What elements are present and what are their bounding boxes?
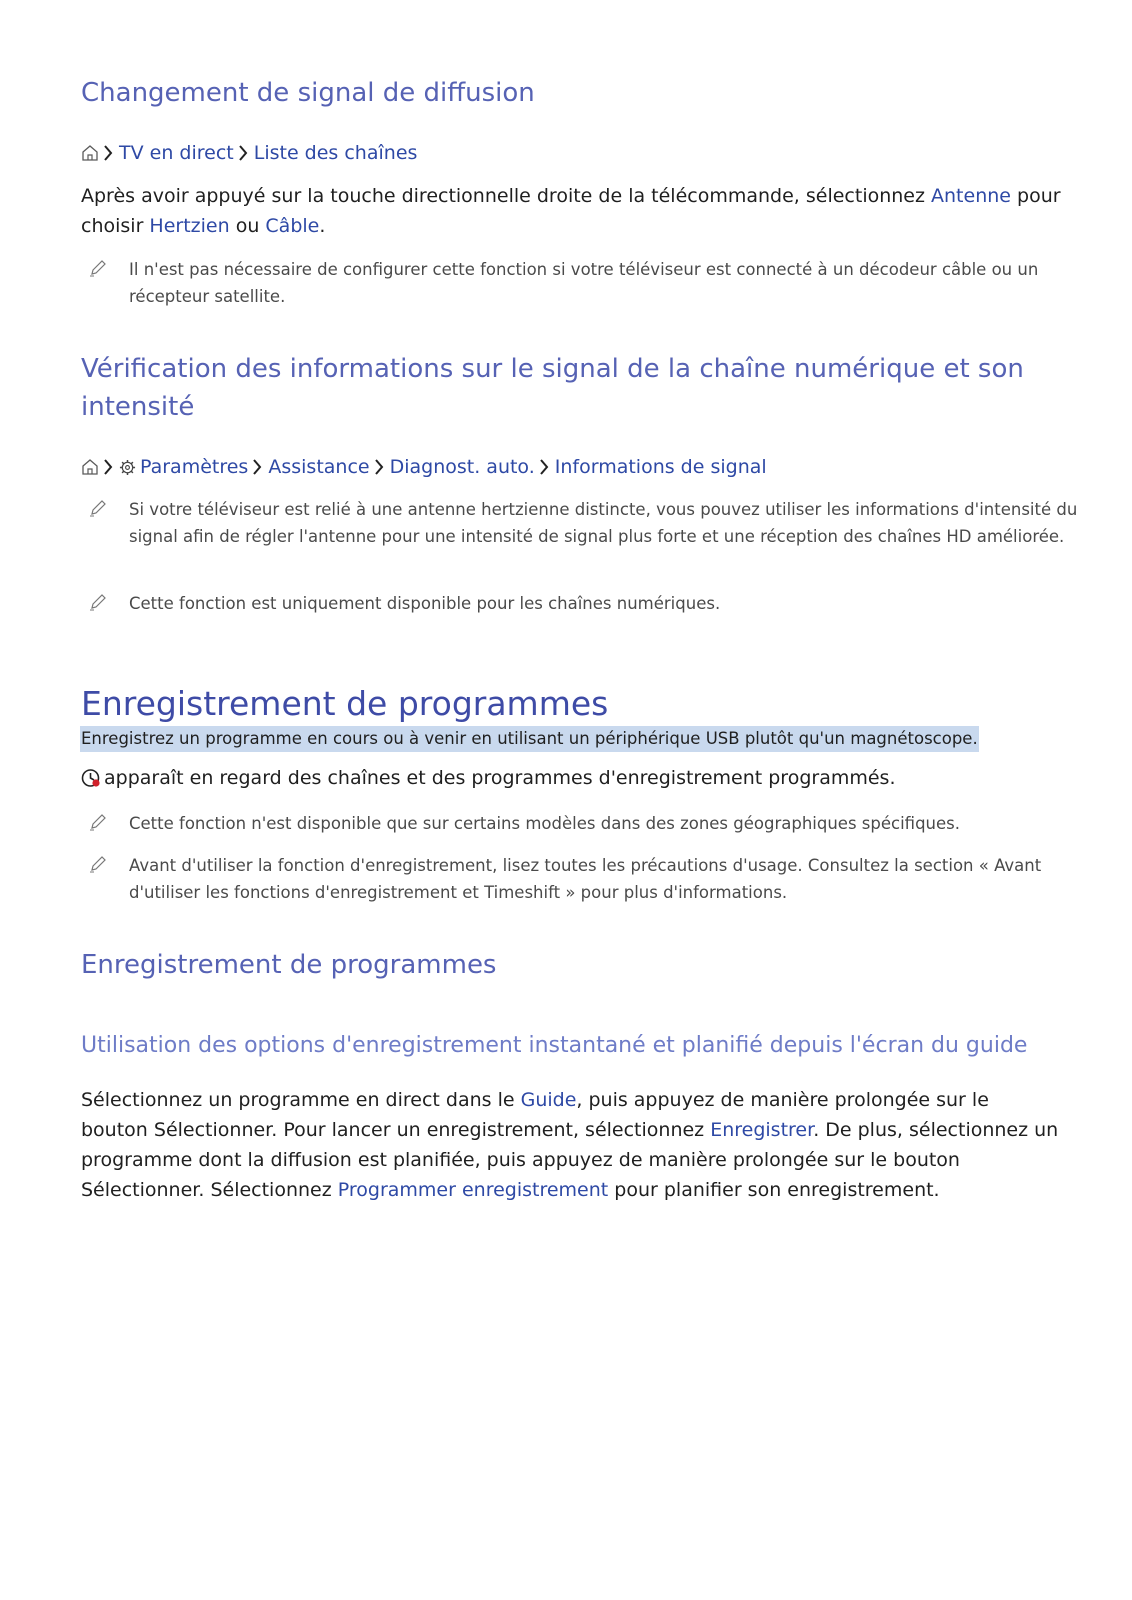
chevron-right-icon: [539, 459, 549, 475]
breadcrumb-item-parametres[interactable]: Paramètres: [140, 456, 249, 478]
record-clock-icon: [81, 768, 101, 788]
breadcrumb-item-tv-en-direct[interactable]: TV en direct: [119, 142, 234, 164]
page-title-recording: Enregistrement de programmes: [81, 684, 609, 723]
option-antenne: Antenne: [931, 185, 1011, 207]
pencil-note-icon: [88, 592, 108, 612]
option-guide: Guide: [520, 1089, 577, 1111]
note-models-availability: Cette fonction n'est disponible que sur certains modèles dans des zones géographiques spécifiques.: [88, 810, 1099, 837]
option-cable: Câble: [265, 215, 320, 237]
chevron-right-icon: [374, 459, 384, 475]
pencil-note-icon: [88, 854, 108, 874]
record-indicator-line: apparaît en regard des chaînes et des programmes d'enregistrement programmés.: [81, 764, 895, 792]
home-icon: [81, 458, 99, 476]
chevron-right-icon: [103, 459, 113, 475]
chevron-right-icon: [238, 145, 248, 161]
highlighted-intro: Enregistrez un programme en cours ou à venir en utilisant un périphérique USB plutôt qu'un magnétoscope.: [80, 726, 979, 752]
note-decoder: Il n'est pas nécessaire de configurer cette fonction si votre téléviseur est connecté à un décodeur câble ou un récepteur satellite.: [88, 256, 1099, 310]
option-hertzien: Hertzien: [149, 215, 230, 237]
breadcrumb-item-informations-de-signal[interactable]: Informations de signal: [554, 456, 767, 478]
section-title-recording: Enregistrement de programmes: [81, 950, 497, 980]
section-title-signal-change: Changement de signal de diffusion: [81, 78, 535, 108]
home-icon: [81, 144, 99, 162]
note-antenna-strength: Si votre téléviseur est relié à une antenne hertzienne distincte, vous pouvez utiliser les informations d'intensité du signal afin de régler l'antenne pour une intensité de signal plus forte et une réception des chaînes HD améliorée.: [88, 496, 1099, 550]
pencil-note-icon: [88, 812, 108, 832]
subsection-title-guide-recording: Utilisation des options d'enregistrement instantané et planifié depuis l'écran du guide: [81, 1033, 1028, 1058]
option-enregistrer: Enregistrer: [710, 1119, 814, 1141]
note-digital-only: Cette fonction est uniquement disponible pour les chaînes numériques.: [88, 590, 1099, 617]
breadcrumb-live-tv: [81, 140, 417, 166]
pencil-note-icon: [88, 258, 108, 278]
note-precautions: Avant d'utiliser la fonction d'enregistrement, lisez toutes les précautions d'usage. Consultez la section « Avant d'utiliser les fonctions d'enregistrement et Timeshift » pour plus d'informations.: [88, 852, 1099, 906]
breadcrumb-settings: [81, 454, 767, 480]
guide-recording-paragraph: Sélectionnez un programme en direct dans le Guide, puis appuyez de manière prolongée sur le bouton Sélectionner. Pour lancer un enregistrement, sélectionnez Enregistrer. De plus, sélectionnez un programme dont la diffusion est planifiée, puis appuyez de manière prolongée sur le bouton Sélectionner. Sélectionnez Programmer enregistrement pour planifier son enregistrement.: [81, 1089, 1059, 1201]
option-programmer-enregistrement: Programmer enregistrement: [337, 1179, 609, 1201]
signal-change-paragraph: Après avoir appuyé sur la touche directionnelle droite de la télécommande, sélectionnez Antenne pour choisir Hertzien ou Câble.: [81, 185, 1061, 237]
gear-icon: [119, 459, 136, 476]
chevron-right-icon: [103, 145, 113, 161]
breadcrumb-item-assistance[interactable]: Assistance: [268, 456, 370, 478]
breadcrumb-item-liste-des-chaines[interactable]: Liste des chaînes: [253, 142, 418, 164]
breadcrumb-item-diagnost-auto[interactable]: Diagnost. auto.: [389, 456, 535, 478]
pencil-note-icon: [88, 498, 108, 518]
section-title-signal-info: Vérification des informations sur le signal de la chaîne numérique et son intensité: [81, 354, 1024, 422]
chevron-right-icon: [252, 459, 262, 475]
